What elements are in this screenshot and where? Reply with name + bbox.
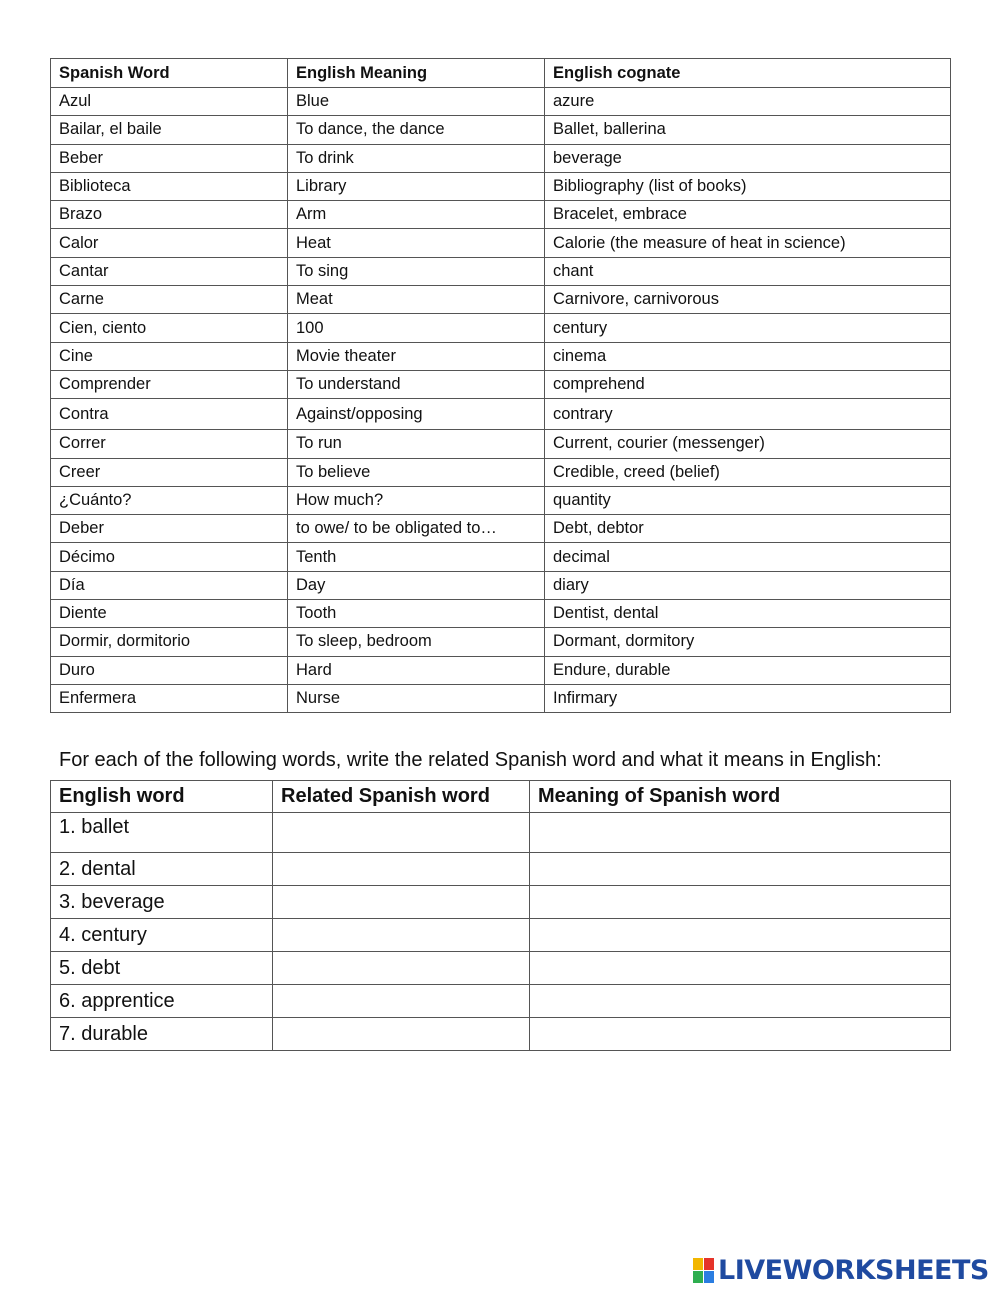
vocabulary-row (51, 314, 951, 342)
english-meaning-cell: To drink (288, 144, 545, 172)
english-meaning-cell: Against/opposing (288, 399, 545, 430)
vocabulary-row (51, 515, 951, 543)
logo-square (693, 1271, 703, 1283)
vocabulary-row (51, 229, 951, 257)
vocabulary-row (51, 257, 951, 285)
related-spanish-word-answer[interactable] (273, 853, 530, 886)
spanish-word-meaning-answer[interactable] (530, 813, 951, 853)
logo-square (704, 1258, 714, 1270)
spanish-word-meaning-answer[interactable] (530, 985, 951, 1018)
vocabulary-table (50, 58, 951, 713)
english-cognate-cell: quantity (545, 486, 951, 514)
spanish-word-cell: Beber (51, 144, 288, 172)
vocabulary-row (51, 172, 951, 200)
vocabulary-row (51, 628, 951, 656)
spanish-word-meaning-answer[interactable] (530, 952, 951, 985)
spanish-word-cell: Comprender (51, 370, 288, 398)
spanish-word-cell: Azul (51, 88, 288, 116)
english-cognate-cell: decimal (545, 543, 951, 571)
spanish-word-cell: ¿Cuánto? (51, 486, 288, 514)
english-cognate-cell: Credible, creed (belief) (545, 458, 951, 486)
vocabulary-row (51, 370, 951, 398)
vocabulary-row (51, 88, 951, 116)
english-meaning-cell: Movie theater (288, 342, 545, 370)
english-cognate-cell: Ballet, ballerina (545, 116, 951, 144)
spanish-word-cell: Biblioteca (51, 172, 288, 200)
spanish-word-cell: Correr (51, 430, 288, 458)
logo-mark-icon (693, 1258, 714, 1283)
english-meaning-cell: Tenth (288, 543, 545, 571)
english-meaning-cell: Nurse (288, 684, 545, 712)
english-word-cell: 6. apprentice (51, 985, 273, 1018)
english-word-cell: 2. dental (51, 853, 273, 886)
spanish-word-cell: Deber (51, 515, 288, 543)
header-english-word: English word (51, 781, 273, 813)
vocabulary-row (51, 399, 951, 430)
english-cognate-cell: Endure, durable (545, 656, 951, 684)
english-meaning-cell: To believe (288, 458, 545, 486)
english-meaning-cell: To sing (288, 257, 545, 285)
english-cognate-cell: Calorie (the measure of heat in science) (545, 229, 951, 257)
spanish-word-cell: Diente (51, 600, 288, 628)
spanish-word-cell: Creer (51, 458, 288, 486)
english-meaning-cell: Day (288, 571, 545, 599)
english-meaning-cell: To dance, the dance (288, 116, 545, 144)
spanish-word-cell: Calor (51, 229, 288, 257)
english-cognate-cell: diary (545, 571, 951, 599)
logo-square (693, 1258, 703, 1270)
vocabulary-row (51, 144, 951, 172)
exercise-row (51, 919, 951, 952)
english-cognate-cell: chant (545, 257, 951, 285)
english-cognate-cell: century (545, 314, 951, 342)
english-cognate-cell: Bibliography (list of books) (545, 172, 951, 200)
english-cognate-cell: Debt, debtor (545, 515, 951, 543)
english-cognate-cell: cinema (545, 342, 951, 370)
related-spanish-word-answer[interactable] (273, 813, 530, 853)
english-meaning-cell: to owe/ to be obligated to… (288, 515, 545, 543)
english-cognate-cell: Infirmary (545, 684, 951, 712)
english-meaning-cell: How much? (288, 486, 545, 514)
english-meaning-cell: Meat (288, 286, 545, 314)
english-meaning-cell: Arm (288, 201, 545, 229)
vocabulary-row (51, 486, 951, 514)
spanish-word-cell: Cantar (51, 257, 288, 285)
spanish-word-cell: Brazo (51, 201, 288, 229)
english-meaning-cell: Tooth (288, 600, 545, 628)
vocabulary-row (51, 201, 951, 229)
exercise-header-row (51, 781, 951, 813)
english-word-cell: 3. beverage (51, 886, 273, 919)
spanish-word-cell: Enfermera (51, 684, 288, 712)
spanish-word-meaning-answer[interactable] (530, 886, 951, 919)
header-english-cognate: English cognate (545, 59, 951, 88)
exercise-row (51, 813, 951, 853)
english-cognate-cell: beverage (545, 144, 951, 172)
english-word-cell: 7. durable (51, 1018, 273, 1051)
english-word-cell: 1. ballet (51, 813, 273, 853)
exercise-instruction: For each of the following words, write the related Spanish word and what it means in English: (59, 749, 882, 771)
english-meaning-cell: To run (288, 430, 545, 458)
english-meaning-cell: Heat (288, 229, 545, 257)
spanish-word-cell: Cine (51, 342, 288, 370)
related-spanish-word-answer[interactable] (273, 1018, 530, 1051)
vocabulary-row (51, 116, 951, 144)
spanish-word-cell: Duro (51, 656, 288, 684)
spanish-word-cell: Décimo (51, 543, 288, 571)
related-spanish-word-answer[interactable] (273, 886, 530, 919)
spanish-word-meaning-answer[interactable] (530, 919, 951, 952)
vocabulary-row (51, 571, 951, 599)
english-cognate-cell: comprehend (545, 370, 951, 398)
exercise-row (51, 886, 951, 919)
spanish-word-meaning-answer[interactable] (530, 1018, 951, 1051)
vocabulary-row (51, 600, 951, 628)
english-word-cell: 4. century (51, 919, 273, 952)
logo-text: LIVEWORKSHEETS (718, 1254, 989, 1286)
english-meaning-cell: Library (288, 172, 545, 200)
liveworksheets-logo (693, 1256, 989, 1284)
english-cognate-cell: azure (545, 88, 951, 116)
logo-square (704, 1271, 714, 1283)
english-meaning-cell: Hard (288, 656, 545, 684)
english-meaning-cell: To sleep, bedroom (288, 628, 545, 656)
related-spanish-word-answer[interactable] (273, 952, 530, 985)
vocabulary-row (51, 656, 951, 684)
english-meaning-cell: 100 (288, 314, 545, 342)
vocabulary-row (51, 684, 951, 712)
spanish-word-cell: Contra (51, 399, 288, 430)
exercise-row (51, 1018, 951, 1051)
english-cognate-cell: Bracelet, embrace (545, 201, 951, 229)
english-meaning-cell: Blue (288, 88, 545, 116)
english-cognate-cell: Carnivore, carnivorous (545, 286, 951, 314)
spanish-word-cell: Carne (51, 286, 288, 314)
header-spanish-word: Spanish Word (51, 59, 288, 88)
english-cognate-cell: Current, courier (messenger) (545, 430, 951, 458)
vocabulary-row (51, 458, 951, 486)
english-cognate-cell: contrary (545, 399, 951, 430)
spanish-word-cell: Cien, ciento (51, 314, 288, 342)
exercise-row (51, 952, 951, 985)
related-spanish-word-answer[interactable] (273, 985, 530, 1018)
spanish-word-cell: Día (51, 571, 288, 599)
exercise-row (51, 853, 951, 886)
header-english-meaning: English Meaning (288, 59, 545, 88)
header-meaning-of-spanish-word: Meaning of Spanish word (530, 781, 951, 813)
exercise-table (50, 780, 951, 1051)
exercise-row (51, 985, 951, 1018)
english-meaning-cell: To understand (288, 370, 545, 398)
english-word-cell: 5. debt (51, 952, 273, 985)
vocabulary-row (51, 543, 951, 571)
spanish-word-cell: Dormir, dormitorio (51, 628, 288, 656)
spanish-word-cell: Bailar, el baile (51, 116, 288, 144)
vocabulary-header-row (51, 59, 951, 88)
vocabulary-row (51, 430, 951, 458)
related-spanish-word-answer[interactable] (273, 919, 530, 952)
english-cognate-cell: Dormant, dormitory (545, 628, 951, 656)
english-cognate-cell: Dentist, dental (545, 600, 951, 628)
vocabulary-row (51, 286, 951, 314)
spanish-word-meaning-answer[interactable] (530, 853, 951, 886)
vocabulary-row (51, 342, 951, 370)
header-related-spanish-word: Related Spanish word (273, 781, 530, 813)
